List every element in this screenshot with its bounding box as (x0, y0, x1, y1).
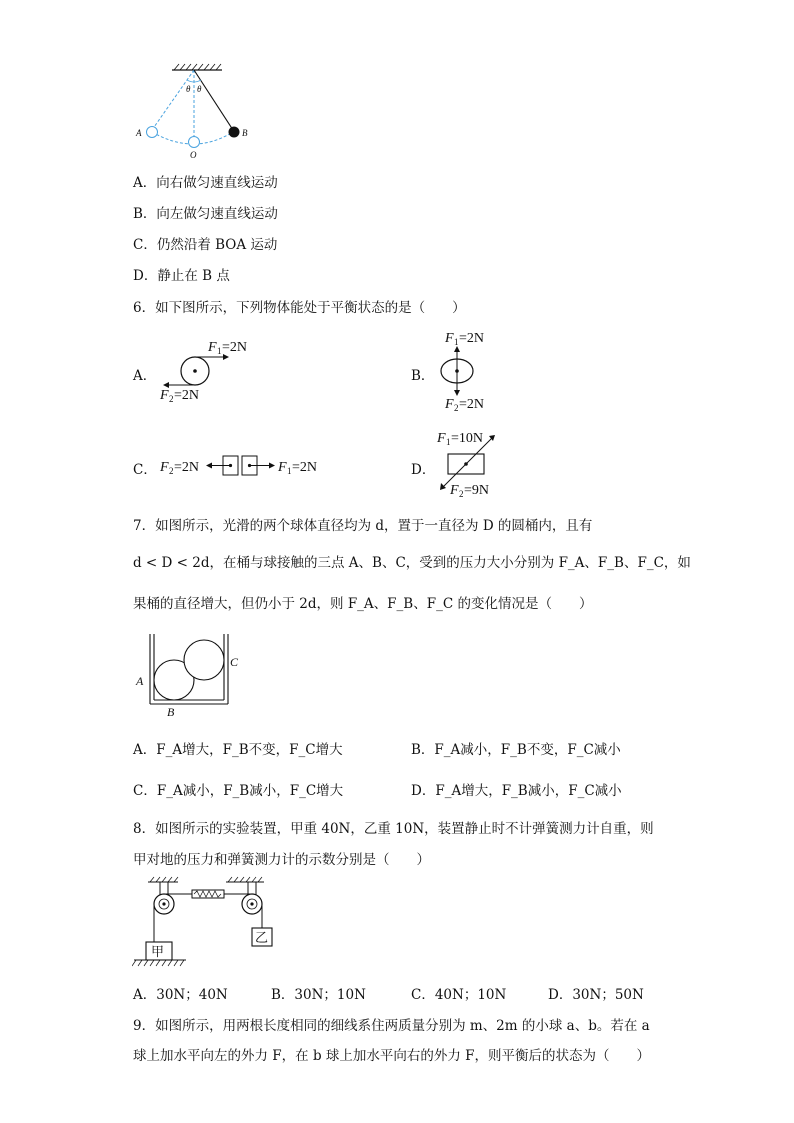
theta-right: θ (197, 84, 202, 94)
svg-text:2: 2 (169, 466, 174, 476)
q8-option-c: C．40N；10N (411, 987, 507, 1003)
svg-text:F: F (208, 340, 217, 355)
svg-text:1: 1 (446, 437, 451, 447)
cylinder-figure (130, 630, 250, 720)
q5-option-d: D．静止在 B 点 (133, 268, 230, 284)
q5-option-b: B．向左做匀速直线运动 (133, 206, 278, 222)
svg-text:C: C (230, 655, 239, 669)
svg-text:F: F (450, 483, 459, 498)
pulley-figure (132, 876, 292, 972)
q8-option-a: A．30N；40N (133, 987, 228, 1003)
q8-option-d: D．30N；50N (548, 987, 644, 1003)
svg-text:1: 1 (454, 337, 459, 347)
svg-text:F: F (160, 460, 169, 475)
q6-figure-c (155, 447, 335, 487)
svg-text:=2N: =2N (459, 397, 485, 412)
q5-option-a: A．向右做匀速直线运动 (133, 175, 278, 191)
svg-text:F: F (445, 397, 454, 412)
upper-ball (184, 640, 224, 680)
q6-stem: 6．如下图所示，下列物体能处于平衡状态的是（ ） (133, 300, 466, 316)
ball-b (229, 127, 240, 138)
q7-stem-line1: 7．如图所示，光滑的两个球体直径均为 d，置于一直径为 D 的圆桶内，且有 (133, 518, 593, 534)
svg-text:1: 1 (217, 346, 222, 356)
svg-text:F: F (437, 431, 446, 446)
svg-text:乙: 乙 (255, 930, 269, 945)
svg-text:2: 2 (169, 394, 174, 404)
svg-text:甲: 甲 (151, 944, 165, 959)
svg-text:=10N: =10N (451, 431, 484, 446)
q6-label-d: D． (411, 462, 436, 478)
svg-text:=2N: =2N (222, 340, 248, 355)
q6-figure-d (432, 428, 552, 500)
svg-text:=2N: =2N (292, 460, 318, 475)
ball-o-ghost (189, 137, 200, 148)
svg-text:F: F (160, 388, 169, 403)
q7-option-d: D．F_A增大，F_B减小，F_C减小 (411, 783, 622, 799)
label-a: A (136, 128, 142, 138)
q6-label-a: A． (133, 368, 157, 384)
q6-figure-b (430, 326, 520, 414)
ball-a-ghost (147, 127, 158, 138)
svg-text:2: 2 (454, 403, 459, 413)
svg-text:=2N: =2N (459, 331, 485, 346)
q9-stem-line1: 9．如图所示，用两根长度相同的细线系住两质量分别为 m、2m 的小球 a、b。若在 a (133, 1018, 650, 1034)
q7-stem-line2: d < D < 2d，在桶与球接触的三点 A、B、C，受到的压力大小分别为 F_A、F_B、F_C，如 (133, 555, 691, 571)
q7-option-a: A．F_A增大，F_B不变，F_C增大 (133, 742, 343, 758)
q9-stem-line2: 球上加水平向左的外力 F，在 b 球上加水平向右的外力 F，则平衡后的状态为（ ） (133, 1048, 651, 1064)
q7-option-c: C．F_A减小，F_B减小，F_C增大 (133, 783, 344, 799)
q8-stem-line1: 8．如图所示的实验装置，甲重 40N，乙重 10N，装置静止时不计弹簧测力计自重，则 (133, 821, 654, 837)
svg-text:2: 2 (459, 489, 464, 499)
svg-text:B: B (167, 705, 175, 719)
svg-text:=2N: =2N (174, 388, 200, 403)
q6-label-c: C． (133, 462, 157, 478)
svg-text:A: A (136, 674, 144, 688)
q8-option-b: B．30N；10N (271, 987, 366, 1003)
label-o: O (190, 150, 197, 160)
q7-stem-line3: 果桶的直径增大，但仍小于 2d，则 F_A、F_B、F_C 的变化情况是（ ） (133, 596, 593, 612)
svg-text:F: F (278, 460, 287, 475)
q7-option-b: B．F_A减小，F_B不变，F_C减小 (411, 742, 621, 758)
pendulum-figure (130, 62, 260, 162)
svg-text:F: F (445, 331, 454, 346)
svg-text:=9N: =9N (464, 483, 490, 498)
q8-stem-line2: 甲对地的压力和弹簧测力计的示数分别是（ ） (133, 852, 430, 868)
svg-text:1: 1 (287, 466, 292, 476)
theta-left: θ (186, 84, 191, 94)
q6-label-b: B． (411, 368, 435, 384)
label-b: B (242, 128, 248, 138)
q6-figure-a (155, 335, 265, 405)
q5-option-c: C．仍然沿着 BOA 运动 (133, 237, 278, 253)
svg-text:=2N: =2N (174, 460, 200, 475)
